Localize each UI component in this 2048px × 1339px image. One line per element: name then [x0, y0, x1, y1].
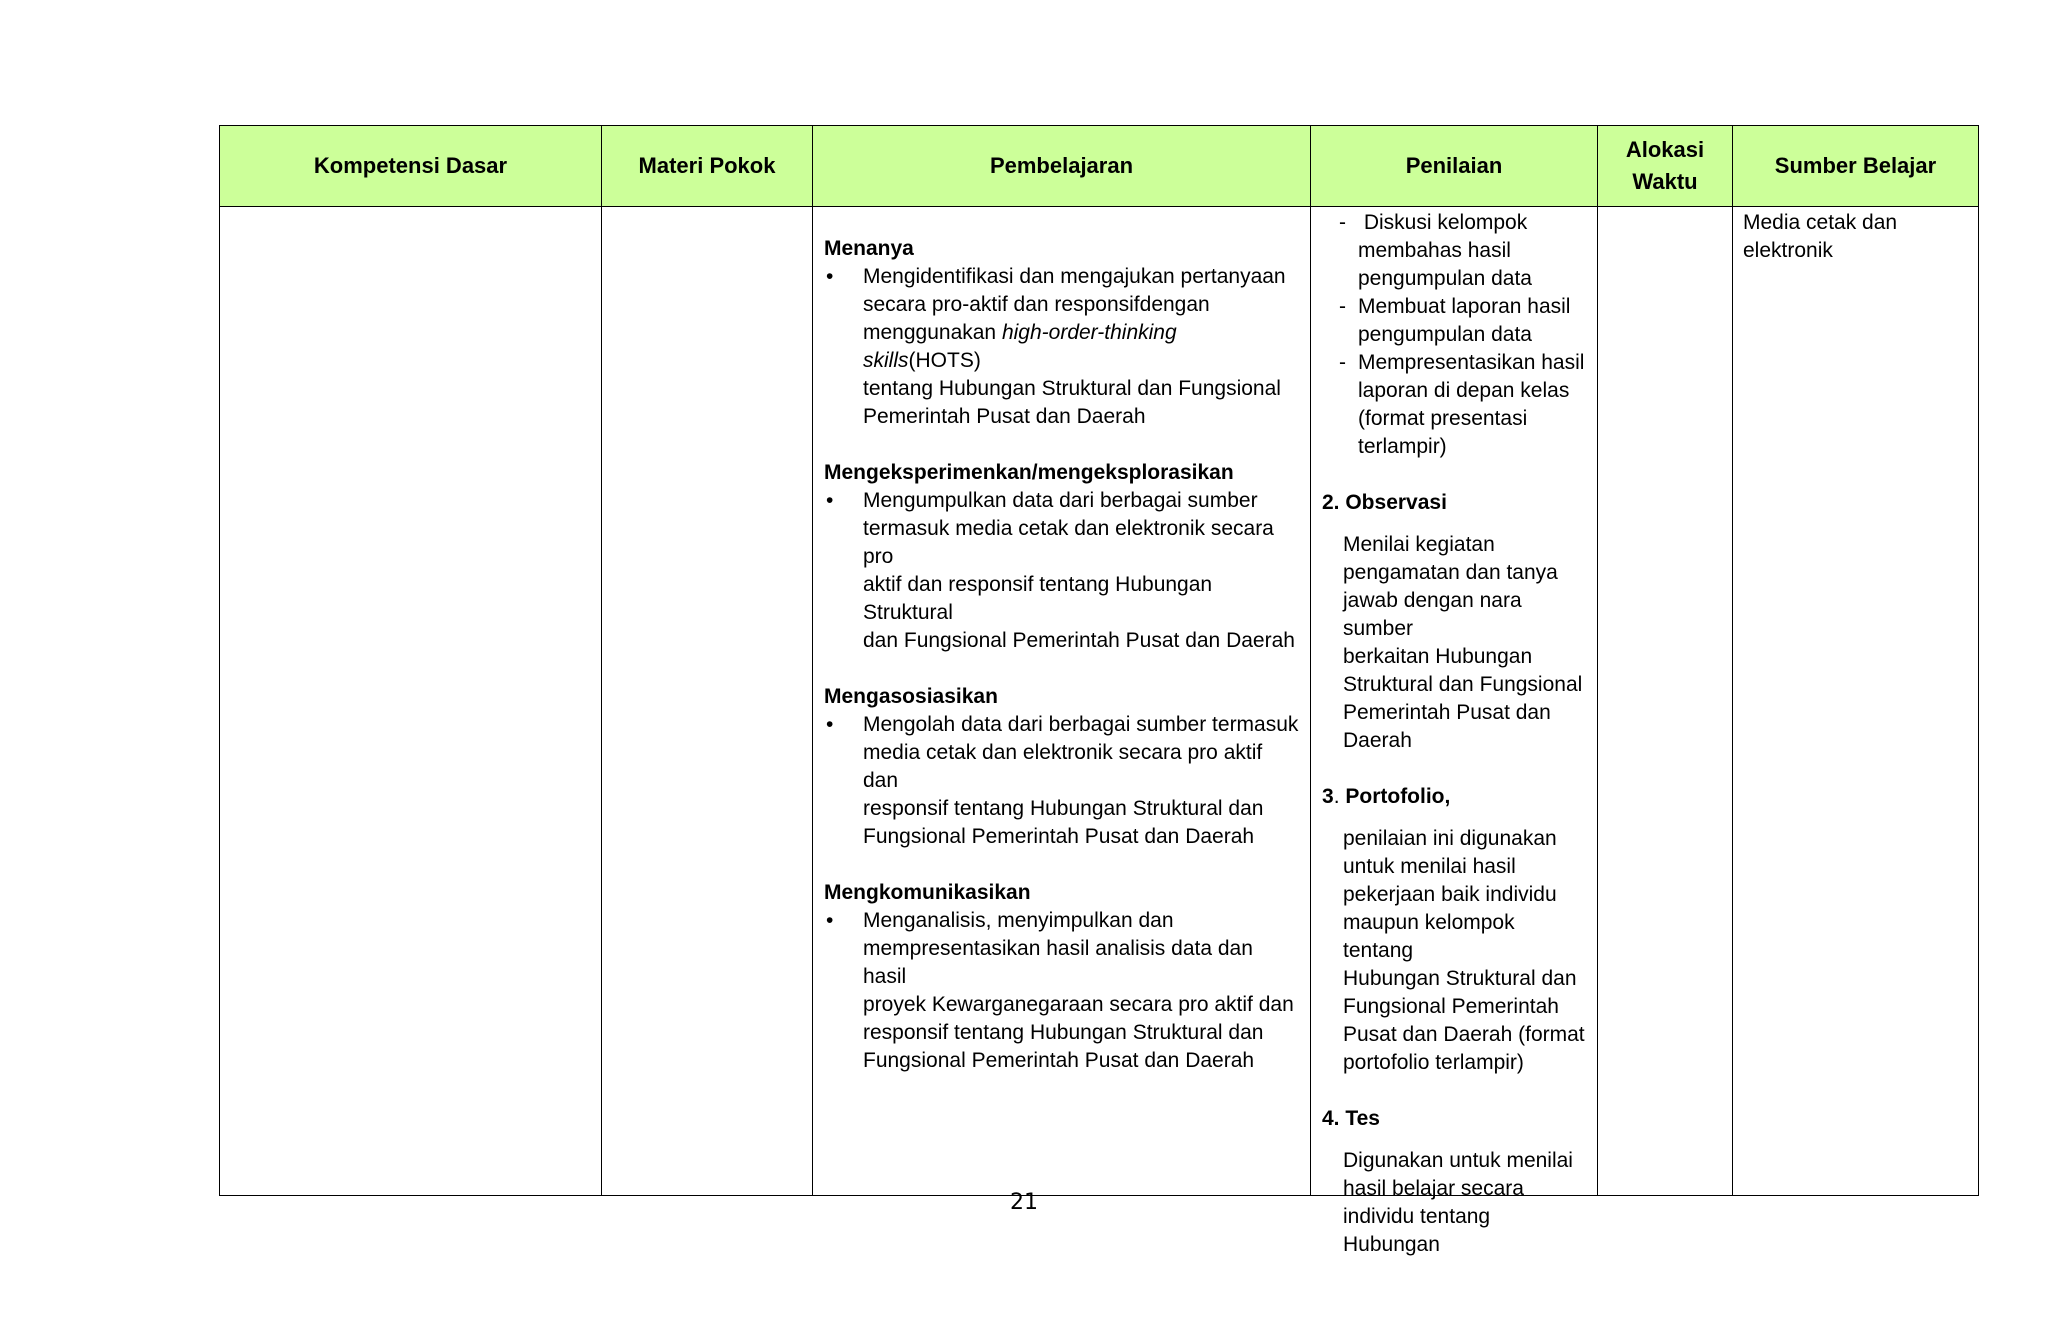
text-line: Menganalisis, menyimpulkan dan: [863, 909, 1174, 932]
bullet-list: [824, 907, 1300, 1075]
bullet-icon: •: [826, 265, 834, 288]
section-heading: Mengeksperimenkan/mengeksplorasikan: [824, 461, 1234, 484]
text-line: Struktural dan Fungsional: [1343, 673, 1583, 696]
text-line: (format presentasi: [1358, 407, 1528, 430]
text-line: responsif tentang Hubungan Struktural dan: [863, 1021, 1264, 1044]
header-materi-pokok: Materi Pokok: [602, 126, 813, 207]
text-line: Pusat dan Daerah (format: [1343, 1023, 1585, 1046]
text-line: portofolio terlampir): [1343, 1051, 1524, 1074]
section-heading: Mengkomunikasikan: [824, 881, 1031, 904]
text-line: Mengolah data dari berbagai sumber termasuk: [863, 713, 1299, 736]
text-line: Mempresentasikan hasil: [1358, 351, 1585, 374]
header-penilaian: Penilaian: [1311, 126, 1598, 207]
text-line: Membuat laporan hasil: [1358, 295, 1571, 318]
text-line: pekerjaan baik individu: [1343, 883, 1557, 906]
bullet-icon: •: [826, 713, 834, 736]
cell-pembelajaran: [813, 207, 1311, 1196]
text-line: Menilai kegiatan: [1343, 533, 1495, 556]
section-heading: Menanya: [824, 237, 914, 260]
dash-list: [1322, 209, 1589, 461]
header-alokasi-line1: Alokasi: [1625, 137, 1705, 162]
text-segment: (HOTS): [908, 349, 981, 372]
text-line: Daerah: [1343, 729, 1412, 752]
cell-materi-pokok: [602, 207, 813, 1196]
text-line: elektronik: [1743, 239, 1833, 262]
table-row: [220, 207, 1979, 1196]
italic-term: high-order-thinking skills: [863, 321, 1177, 372]
heading-dot: .: [1333, 785, 1340, 808]
dash-marker: -: [1339, 351, 1346, 374]
observasi-text: [1322, 531, 1589, 755]
tes-heading: 4. Tes: [1322, 1107, 1380, 1130]
cell-alokasi-waktu: [1598, 207, 1733, 1196]
text-line: Diskusi kelompok: [1358, 211, 1528, 234]
heading-text: Portofolio,: [1339, 785, 1451, 808]
bullet-icon: •: [826, 489, 834, 512]
text-line: termasuk media cetak dan elektronik secara pro: [863, 517, 1274, 568]
text-line: maupun kelompok tentang: [1343, 911, 1515, 962]
text-line: membahas hasil: [1358, 239, 1511, 262]
portofolio-text: [1322, 825, 1589, 1077]
text-line: responsif tentang Hubungan Struktural dan: [863, 797, 1264, 820]
bullet-list: [824, 263, 1300, 431]
portofolio-heading: [1322, 783, 1589, 811]
list-item: [824, 487, 1300, 655]
section-heading: Mengasosiasikan: [824, 685, 998, 708]
text-line: aktif dan responsif tentang Hubungan Struktural: [863, 573, 1213, 624]
dash-marker: -: [1339, 211, 1346, 234]
page-number: 21: [1010, 1190, 1038, 1215]
text-line: terlampir): [1358, 435, 1447, 458]
text-line: individu tentang Hubungan: [1343, 1205, 1491, 1256]
text-line: jawab dengan nara sumber: [1343, 589, 1522, 640]
text-line: laporan di depan kelas: [1358, 379, 1570, 402]
text-line: secara pro-aktif dan responsifdengan: [863, 293, 1210, 316]
text-line: Digunakan untuk menilai: [1343, 1149, 1573, 1172]
text-line: Pemerintah Pusat dan Daerah: [863, 405, 1146, 428]
list-item: [824, 263, 1300, 431]
cell-kompetensi-dasar: [220, 207, 602, 1196]
pembelajaran-section-mengkomunikasikan: [824, 879, 1300, 1075]
text-line: untuk menilai hasil: [1343, 855, 1516, 878]
text-line: tentang Hubungan Struktural dan Fungsional: [863, 377, 1281, 400]
text-line: hasil belajar secara: [1343, 1177, 1524, 1200]
header-kompetensi-dasar: Kompetensi Dasar: [220, 126, 602, 207]
table-header-row: [220, 126, 1979, 207]
list-item: [1322, 349, 1589, 461]
observasi-heading: 2. Observasi: [1322, 491, 1447, 514]
text-line: Hubungan Struktural dan: [1343, 967, 1577, 990]
header-sumber-belajar: Sumber Belajar: [1733, 126, 1979, 207]
text-line: Pemerintah Pusat dan: [1343, 701, 1551, 724]
text-segment: menggunakan: [863, 321, 1002, 344]
text-line: berkaitan Hubungan: [1343, 645, 1533, 668]
text-line: pengumpulan data: [1358, 323, 1532, 346]
cell-sumber-belajar: [1733, 207, 1979, 1196]
list-item: [1322, 209, 1589, 293]
pembelajaran-section-mengasosiasikan: [824, 683, 1300, 851]
text-line: Fungsional Pemerintah: [1343, 995, 1559, 1018]
header-pembelajaran: Pembelajaran: [813, 126, 1311, 207]
list-item: [824, 711, 1300, 851]
text-line: [863, 319, 1300, 375]
pembelajaran-section-menanya: [824, 235, 1300, 431]
text-line: Mengumpulkan data dari berbagai sumber: [863, 489, 1258, 512]
text-line: Fungsional Pemerintah Pusat dan Daerah: [863, 825, 1255, 848]
list-item: [824, 907, 1300, 1075]
bullet-icon: •: [826, 909, 834, 932]
text-line: Mengidentifikasi dan mengajukan pertanyaan: [863, 265, 1286, 288]
text-line: media cetak dan elektronik secara pro aktif dan: [863, 741, 1263, 792]
text-line: proyek Kewarganegaraan secara pro aktif dan: [863, 993, 1294, 1016]
header-alokasi-waktu: [1598, 126, 1733, 207]
text-line: pengamatan dan tanya: [1343, 561, 1558, 584]
text-line: mempresentasikan hasil analisis data dan hasil: [863, 937, 1253, 988]
heading-number: 3: [1322, 785, 1334, 808]
text-line: Media cetak dan: [1743, 211, 1898, 234]
cell-penilaian: [1311, 207, 1598, 1256]
pembelajaran-section-mengeksperimenkan: [824, 459, 1300, 655]
bullet-list: [824, 487, 1300, 655]
header-alokasi-line2: Waktu: [1632, 169, 1698, 194]
dash-marker: -: [1339, 295, 1346, 318]
text-line: pengumpulan data: [1358, 267, 1532, 290]
text-line: penilaian ini digunakan: [1343, 827, 1557, 850]
text-line: Fungsional Pemerintah Pusat dan Daerah: [863, 1049, 1255, 1072]
bullet-list: [824, 711, 1300, 851]
text-line: dan Fungsional Pemerintah Pusat dan Daerah: [863, 629, 1295, 652]
list-item: [1322, 293, 1589, 349]
